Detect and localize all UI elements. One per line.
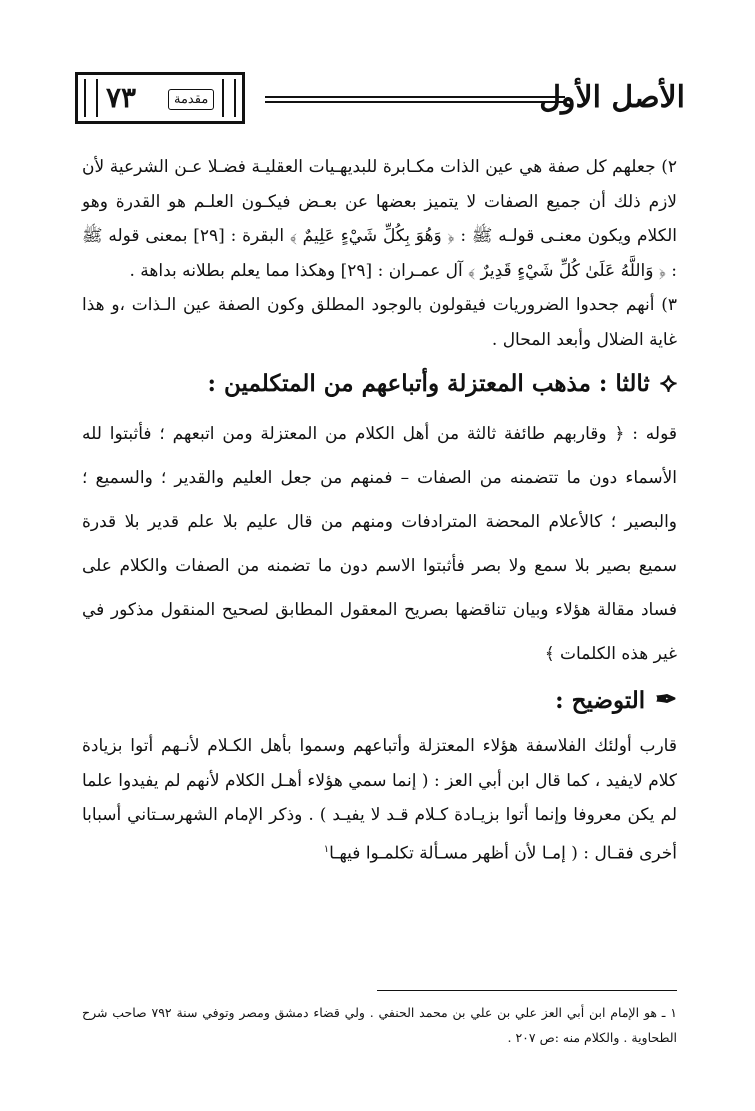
page-number-frame (75, 72, 245, 124)
frame-spine-right (222, 79, 236, 117)
paragraph-3: ٣) أنهم جحدوا الضروريات فيقولون بالوجود المطلق وكون الصفة عين الـذات ،و هذا غاية الضلال وأبعد المحال . (82, 295, 677, 350)
header-rule (265, 96, 565, 108)
explanation-heading-text: التوضيح : (555, 687, 646, 714)
section-heading-text: ثالثا : مذهب المعتزلة وأتباعهم من المتكلمين : (207, 370, 650, 397)
quill-icon: ✒ (655, 685, 677, 715)
page-header (75, 62, 695, 132)
chapter-title: الأصل الأول (539, 80, 685, 115)
book-label: مقدمة (168, 89, 214, 110)
body-text (82, 150, 677, 871)
diamond-ornament-icon: ⟡ (659, 368, 677, 398)
footnote-reference: ١ (323, 843, 330, 855)
explanation-paragraph (82, 729, 677, 871)
frame-spine-left (84, 79, 98, 117)
footnote: ١ ـ هو الإمام ابن أبي العز علي بن علي بن محمد الحنفي . ولي قضاء دمشق ومصر وتوفي سنة ٧٩٢ صاحب شرح الطحاوية . والكلام منه :ص ٢٠٧ . (82, 1005, 678, 1045)
section-heading-mutazila (82, 363, 677, 404)
paragraph-2: ٢) جعلهم كل صفة هي عين الذات مكـابرة للبديهـيات العقليـة فضـلا عـن الشرعية لأن لازم ذلك أن جميع الصفات لا يتميز بعضها عن بعـض فيكـون العلـم هو القدرة وهو الكلام ويكون معنـى قولـه ﷺ : ﴿ وَهُوَ بِكُلِّ شَيْءٍ عَلِيمٌ ﴾ البقرة : [٢٩] بمعنى قوله ﷺ : ﴿ وَاللَّهُ عَلَىٰ كُلِّ شَيْءٍ قَدِيرٌ ﴾ آل عمـران : [٢٩] وهكذا مما يعلم بطلانه بداهة . (82, 157, 677, 281)
footnote-separator (377, 990, 677, 991)
explanation-text: قارب أولئك الفلاسفة هؤلاء المعتزلة وأتباعهم وسموا بأهل الكـلام لأنـهم أتوا بزيادة كلام لايفيد ، كما قال ابن أبي العز : ( إنما سمي هؤلاء أهـل الكلام لأنهم لم يفيدوا علما لم يكن معروفا وإنما أتوا بزيـادة كـلام قـد لا يفيـد ) . وذكر الإمام الشهرسـتاني أسبابا أخرى فقـال : ( إمـا لأن أظهر مسـألة تكلمـوا فيهـا (82, 736, 677, 864)
page-number: ٧٣ (106, 81, 137, 114)
quoted-text: قوله : ﴿ وقاربهم طائفة ثالثة من أهل الكلام من المعتزلة ومن اتبعهم ؛ فأثبتوا لله الأسماء دون ما تتضمنه من الصفات – فمنهم من جعل العليم والقدير ؛ والسميع ؛ والبصير ؛ كالأعلام المحضة المترادفات ومنهم من قال عليم بلا علم قدير بلا قدرة سميع بصير بلا سمع ولا بصر فأثبتوا الاسم دون ما تضمنه من الصفات والكلام على فساد مقالة هؤلاء وبيان تناقضها بصريح المعقول المطابق لصحيح المنقول مذكور في غير هذه الكلمات ﴾ (82, 424, 677, 664)
section-heading-explanation (82, 680, 677, 721)
